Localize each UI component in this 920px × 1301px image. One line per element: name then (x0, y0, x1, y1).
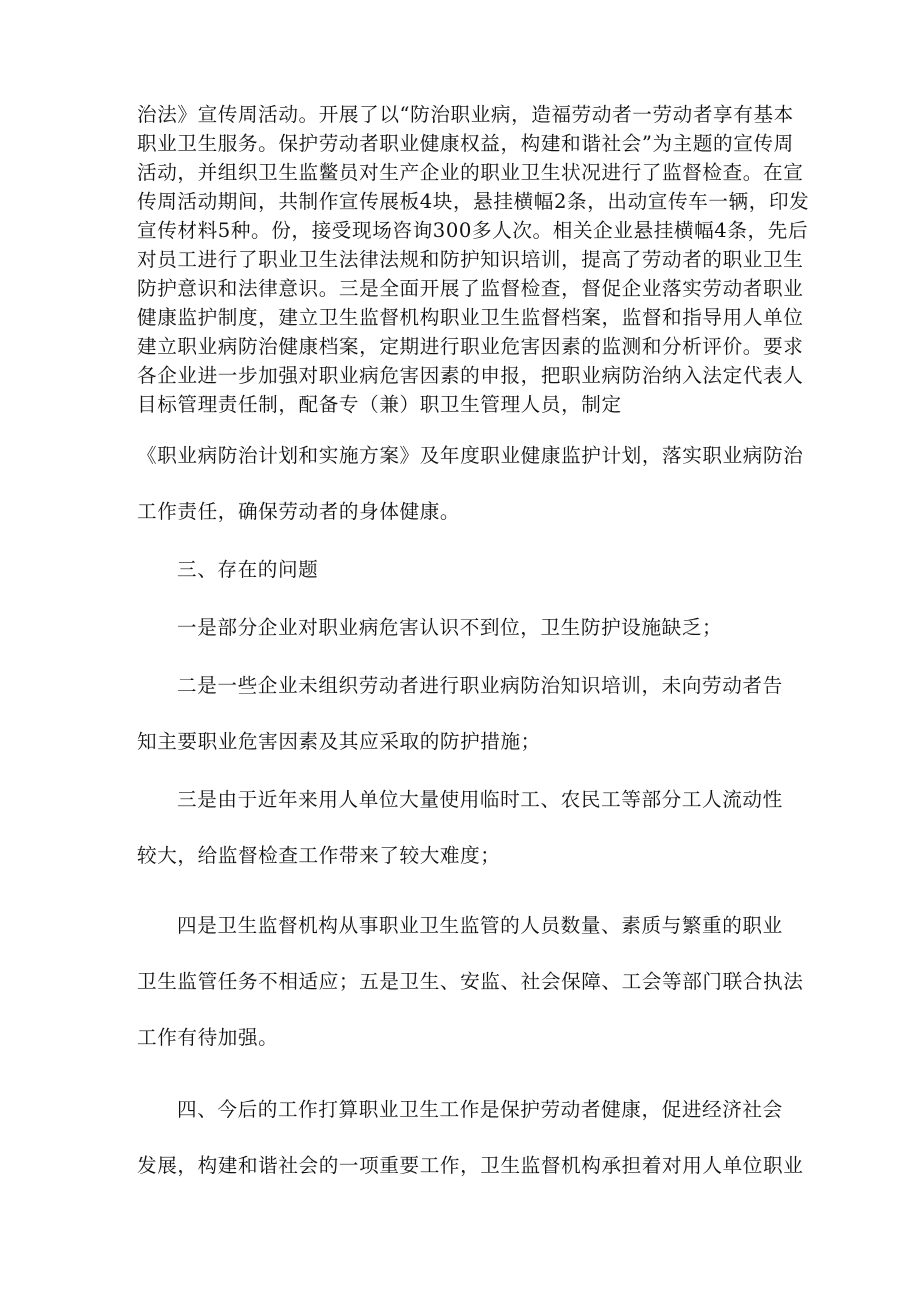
paragraph-line: 工作有待加强。 (137, 1026, 279, 1049)
text-line: 活动，并组织卫生监鳖员对生产企业的职业卫生状况进行了监督检查。在宣 (137, 161, 804, 184)
paragraph-line: 四是卫生监督机构从事职业卫生监管的人员数量、素质与繁重的职业 (177, 914, 783, 937)
text-line: 职业卫生服务。保护劳动者职业健康权益，构建和谐社会”为主题的宣传周 (137, 132, 794, 155)
paragraph-line: 三是由于近年来用人单位大量使用临时工、农民工等部分工人流动性 (177, 788, 783, 811)
text-line: 传周活动期间，共制作宣传展板4块，悬挂横幅2条，出动宣传车一辆，印发 (137, 190, 810, 213)
text-line: 健康监护制度，建立卫生监督机构职业卫生监督档案，监督和指导用人单位 (137, 306, 804, 329)
text-line: 各企业进一步加强对职业病危害因素的申报，把职业病防治纳入法定代表人 (137, 364, 804, 387)
text-line: 《职业病防治计划和实施方案》及年度职业健康监护计划，落实职业病防治 (137, 444, 804, 467)
paragraph-line: 二是一些企业未组织劳动者进行职业病防治知识培训，未向劳动者告 (177, 674, 783, 697)
text-line: 防护意识和法律意识。三是全面开展了监督检查，督促企业落实劳动者职业 (137, 277, 804, 300)
text-line: 治法》宣传周活动。开展了以“防治职业病，造福劳动者一劳动者享有基本 (137, 103, 794, 126)
text-line: 工作责任，确保劳动者的身体健康。 (137, 500, 461, 523)
text-line: 建立职业病防治健康档案，定期进行职业危害因素的监测和分析评价。要求 (137, 335, 804, 358)
paragraph-line: 一是部分企业对职业病危害认识不到位，卫生防护设施缺乏； (177, 616, 723, 639)
text-line: 宣传材料5种。份，接受现场咨询300多人次。相关企业悬挂横幅4条，先后 (137, 219, 809, 242)
paragraph-line: 知主要职业危害因素及其应采取的防护措施； (137, 730, 541, 753)
paragraph-line: 发展，构建和谐社会的一项重要工作，卫生监督机构承担着对用人单位职业 (137, 1154, 804, 1177)
paragraph-line: 四、今后的工作打算职业卫生工作是保护劳动者健康，促进经济社会 (177, 1098, 783, 1121)
section-heading: 三、存在的问题 (177, 558, 319, 581)
text-line: 对员工进行了职业卫生法律法规和防护知识培训，提高了劳动者的职业卫生 (137, 248, 804, 271)
paragraph-line: 卫生监管任务不相适应；五是卫生、安监、社会保障、工会等部门联合执法 (137, 970, 804, 993)
text-line: 目标管理责任制，配备专（兼）职卫生管理人员，制定 (137, 393, 622, 416)
paragraph-line: 较大，给监督检查工作带来了较大难度； (137, 844, 501, 867)
